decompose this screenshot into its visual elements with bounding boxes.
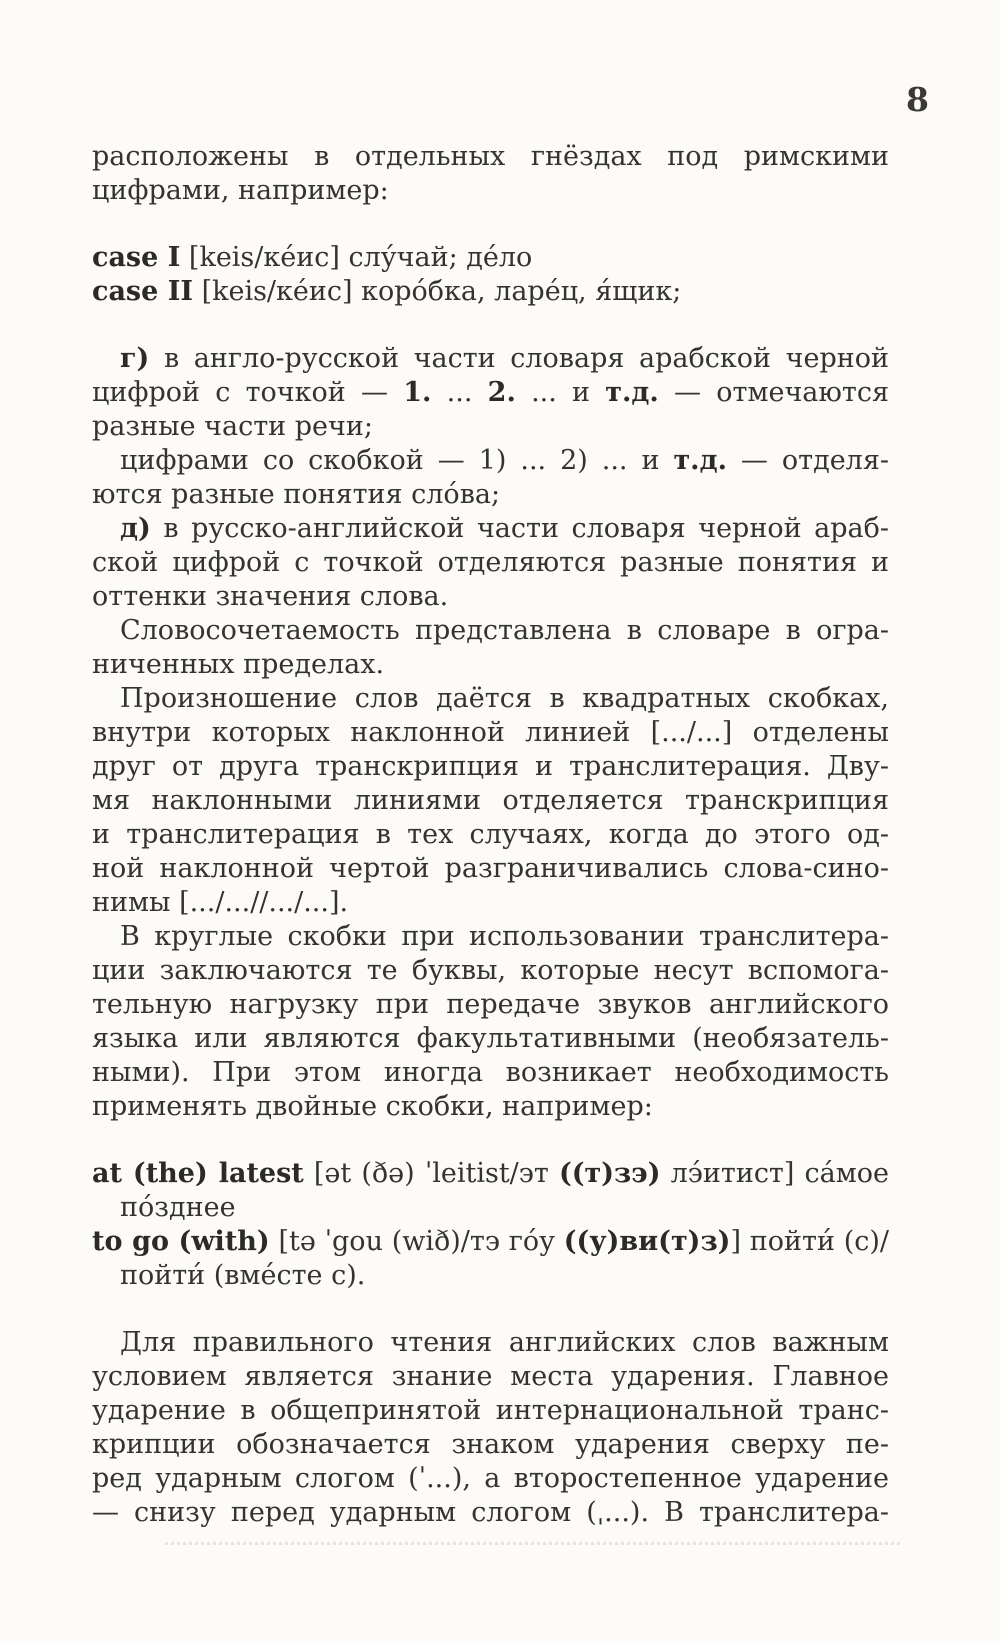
text-line bbox=[92, 241, 889, 275]
bold-text-segment: case II bbox=[92, 276, 193, 307]
text-segment: Произношение слов даётся в квадратных скобках, bbox=[120, 683, 889, 714]
bold-text-segment: at (the) latest bbox=[92, 1158, 304, 1189]
text-line bbox=[92, 1022, 889, 1056]
text-line bbox=[92, 988, 889, 1022]
text-segment: по́зднее bbox=[120, 1192, 236, 1223]
text-line bbox=[92, 342, 889, 376]
text-line bbox=[92, 648, 889, 682]
text-line bbox=[92, 1056, 889, 1090]
text-segment: [keis/ке́ис] слу́чай; де́ло bbox=[180, 242, 533, 273]
text-line bbox=[92, 920, 889, 954]
text-block bbox=[92, 140, 889, 1530]
text-line bbox=[92, 682, 889, 716]
text-line bbox=[92, 784, 889, 818]
text-segment: языка или являются факультативными (необязатель- bbox=[92, 1023, 889, 1054]
text-line bbox=[92, 1191, 889, 1225]
text-segment: лэ́итист] са́мое bbox=[660, 1158, 889, 1189]
bold-text-segment: case I bbox=[92, 242, 181, 273]
text-line bbox=[92, 716, 889, 750]
text-line bbox=[92, 1157, 889, 1191]
text-segment: ной наклонной чертой разграничивались слова-сино- bbox=[92, 853, 889, 884]
text-segment: ред ударным слогом (ˈ...), а второстепенное ударение bbox=[92, 1463, 889, 1494]
page-number: 8 bbox=[906, 80, 929, 119]
bold-text-segment: to go (with) bbox=[92, 1226, 270, 1257]
bold-text-segment: т.д. bbox=[673, 445, 727, 476]
text-line bbox=[92, 174, 889, 208]
text-line bbox=[92, 614, 889, 648]
text-line bbox=[92, 1225, 889, 1259]
text-line bbox=[92, 1428, 889, 1462]
text-segment: ются разные понятия сло́ва; bbox=[92, 479, 501, 510]
text-segment: условием является знание места ударения. Главное bbox=[92, 1361, 889, 1392]
text-segment: ... и bbox=[515, 377, 606, 408]
text-line bbox=[92, 512, 889, 546]
text-line bbox=[92, 750, 889, 784]
bold-text-segment: т.д. bbox=[605, 377, 659, 408]
text-segment: ниченных пределах. bbox=[92, 649, 385, 680]
text-line bbox=[92, 376, 889, 410]
text-line bbox=[92, 275, 889, 309]
text-line bbox=[92, 478, 889, 512]
text-line bbox=[92, 818, 889, 852]
text-segment: тельную нагрузку при передаче звуков английского bbox=[92, 989, 889, 1020]
text-segment: нимы [.../...//.../...]. bbox=[92, 887, 349, 918]
text-segment: Словосочетаемость представлена в словаре в огра- bbox=[120, 615, 889, 646]
text-segment: цифрами со скобкой — 1) ... 2) ... и bbox=[120, 445, 674, 476]
text-line bbox=[92, 886, 889, 920]
text-segment: внутри которых наклонной линией [.../...] отделены bbox=[92, 717, 889, 748]
text-line bbox=[92, 1326, 889, 1360]
text-segment: в англо-русской части словаря арабской черной bbox=[149, 343, 889, 374]
text-segment: — отмечаются bbox=[658, 377, 889, 408]
text-segment: ными). При этом иногда возникает необходимость bbox=[92, 1057, 889, 1088]
text-line bbox=[92, 140, 889, 174]
text-line bbox=[92, 1462, 889, 1496]
text-segment: расположены в отдельных гнёздах под римскими bbox=[92, 141, 889, 172]
text-segment: мя наклонными линиями отделяется транскрипция bbox=[92, 785, 889, 816]
text-segment: В круглые скобки при использовании транслитера- bbox=[120, 921, 889, 952]
text-segment: ... bbox=[431, 377, 488, 408]
text-line bbox=[92, 1394, 889, 1428]
text-segment: [keis/ке́ис] коро́бка, ларе́ц, я́щик; bbox=[192, 276, 682, 307]
text-line bbox=[92, 1090, 889, 1124]
bold-text-segment: г) bbox=[120, 343, 150, 374]
text-line bbox=[92, 410, 889, 444]
text-segment: цифрами, например: bbox=[92, 175, 389, 206]
text-segment: Для правильного чтения английских слов важным bbox=[120, 1327, 889, 1358]
scan-artifact-line bbox=[165, 1542, 900, 1545]
text-segment: — отделя- bbox=[726, 445, 889, 476]
text-segment: ] пойти́ (с)/ bbox=[730, 1226, 890, 1257]
text-segment: ударение в общепринятой интернациональной транс- bbox=[92, 1395, 889, 1426]
text-line bbox=[92, 580, 889, 614]
text-line bbox=[92, 444, 889, 478]
text-segment: [tə ˈgou (wið)/тэ го́у bbox=[269, 1226, 564, 1257]
bold-text-segment: 1. bbox=[403, 377, 432, 408]
text-segment: пойти́ (вме́сте с). bbox=[120, 1260, 366, 1291]
bold-text-segment: 2. bbox=[487, 377, 516, 408]
text-segment: [ət (ðə) ˈleitist/эт bbox=[303, 1158, 559, 1189]
bold-text-segment: ((т)зэ) bbox=[558, 1158, 661, 1189]
text-line bbox=[92, 546, 889, 580]
text-line bbox=[92, 1360, 889, 1394]
text-segment: ской цифрой с точкой отделяются разные понятия и bbox=[92, 547, 889, 578]
text-line bbox=[92, 1259, 889, 1293]
text-segment: и транслитерация в тех случаях, когда до этого од- bbox=[92, 819, 889, 850]
text-segment: ции заключаются те буквы, которые несут вспомога- bbox=[92, 955, 889, 986]
text-line bbox=[92, 852, 889, 886]
text-segment: — снизу перед ударным слогом (ˌ...). В транслитера- bbox=[92, 1497, 889, 1528]
text-segment: в русско-английской части словаря черной араб- bbox=[150, 513, 889, 544]
text-segment: цифрой с точкой — bbox=[92, 377, 404, 408]
text-segment: применять двойные скобки, например: bbox=[92, 1091, 653, 1122]
bold-text-segment: д) bbox=[120, 513, 151, 544]
text-segment: крипции обозначается знаком ударения сверху пе- bbox=[92, 1429, 889, 1460]
bold-text-segment: ((у)ви(т)з) bbox=[563, 1226, 731, 1257]
text-line bbox=[92, 1496, 889, 1530]
text-segment: друг от друга транскрипция и транслитерация. Дву- bbox=[92, 751, 889, 782]
text-segment: оттенки значения слова. bbox=[92, 581, 449, 612]
text-segment: разные части речи; bbox=[92, 411, 373, 442]
text-line bbox=[92, 954, 889, 988]
